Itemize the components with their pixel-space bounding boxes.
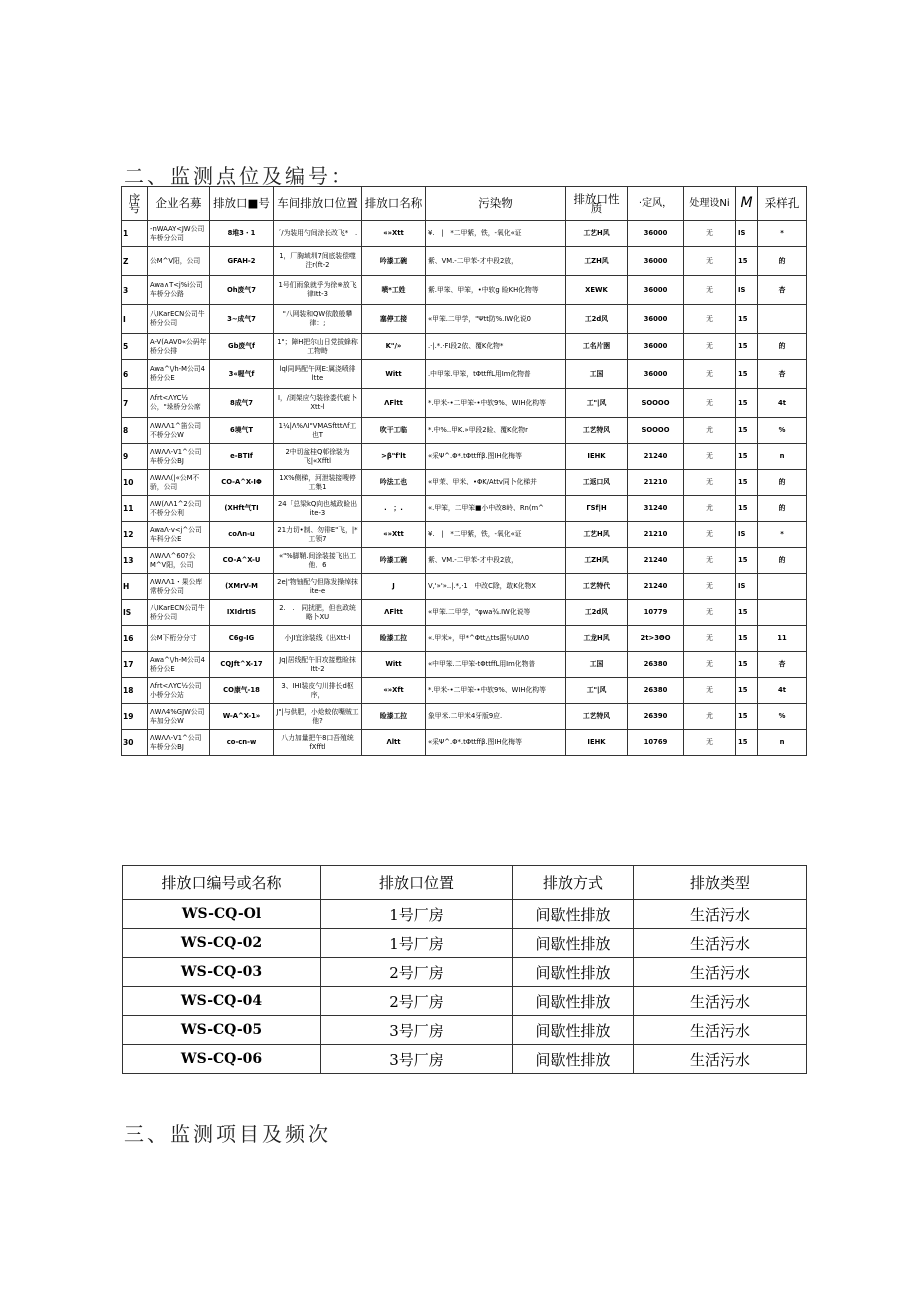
table-cell: 2中切盆桂Q邨徐装为飞|«Xfftl xyxy=(274,444,362,470)
table-cell: 间歇性排放 xyxy=(513,987,634,1016)
table-cell: 紫.甲笨、甲笨，•中软g 睑KH化物等 xyxy=(426,276,566,305)
table-cell: 4t xyxy=(758,389,807,418)
table-cell: 36000 xyxy=(628,247,684,276)
col-header: M xyxy=(736,187,758,221)
table-cell: 无 xyxy=(684,730,736,756)
table-cell: SOOOO xyxy=(628,389,684,418)
table-cell: 3~成气7 xyxy=(210,305,274,334)
table-cell: 3 xyxy=(122,276,148,305)
table-cell: 8成气7 xyxy=(210,389,274,418)
table-cell: 1"；障H把尔山日党拔蜂称工物畤 xyxy=(274,334,362,360)
table-cell: 八力加量把午8口吾殖统fXfftl xyxy=(274,730,362,756)
table-cell: 吟法工也 xyxy=(362,470,426,496)
table-cell: SOOOO xyxy=(628,418,684,444)
table-cell: 八IKarECN公司牛桥分公司 xyxy=(148,600,210,626)
table-cell: IS xyxy=(736,522,758,548)
table-cell: 的 xyxy=(758,470,807,496)
table-cell: 15 xyxy=(736,496,758,522)
table-cell: 15 xyxy=(736,678,758,704)
wastewater-outlet-table xyxy=(122,865,807,1074)
table-cell: * xyxy=(758,522,807,548)
table-cell: «.甲米»，甲*^Φtt△tts据％UIΛ0 xyxy=(426,626,566,652)
table-cell: 1¼|Λ%ΛI"VMASftttΛf工也T xyxy=(274,418,362,444)
table-cell: 1，厂胸域圳7间底装偿噬注r(ft-2 xyxy=(274,247,362,276)
table-cell: 生活污水 xyxy=(634,1016,807,1045)
col-header: 车间排放口位置 xyxy=(274,187,362,221)
table-row xyxy=(123,987,807,1016)
table-cell: 3«喔气f xyxy=(210,360,274,389)
table-cell: 2号厂房 xyxy=(321,987,513,1016)
table-cell: 21210 xyxy=(628,470,684,496)
table-row xyxy=(122,276,807,305)
table-cell: .·|.*.·FI段2依、覆K化物* xyxy=(426,334,566,360)
table-cell: 工艺特风 xyxy=(566,418,628,444)
table-cell: Awa^\/h-M公司4桥分公E xyxy=(148,360,210,389)
table-cell: WS-CQ-05 xyxy=(123,1016,321,1045)
table-cell: «"%脚鞘.间涂装接飞出工他．6 xyxy=(274,548,362,574)
table-cell: 2号厂房 xyxy=(321,958,513,987)
table-cell: 的 xyxy=(758,334,807,360)
table-cell: 无 xyxy=(684,678,736,704)
table-cell: ΓSf|H xyxy=(566,496,628,522)
table-cell: 工"|风 xyxy=(566,678,628,704)
table-row xyxy=(122,626,807,652)
table-cell: Awa∧T<j%i公司车桥分公路 xyxy=(148,276,210,305)
table-cell: 21力切•制、勿徘E"飞，|*工领7 xyxy=(274,522,362,548)
table-cell: 24「总梁kQ向也城政睑出ite-3 xyxy=(274,496,362,522)
table-cell: WS-CQ-04 xyxy=(123,987,321,1016)
table-cell: 间歇性排放 xyxy=(513,958,634,987)
table-header-row xyxy=(123,866,807,900)
table-cell: 5 xyxy=(122,334,148,360)
table-cell: 工艺H风 xyxy=(566,221,628,247)
table-cell: 无 xyxy=(684,276,736,305)
table-cell: 30 xyxy=(122,730,148,756)
table-cell: WS-CQ-03 xyxy=(123,958,321,987)
table-cell: "八网装和QW依散般攀律：; xyxy=(274,305,362,334)
table-cell: ΛWΛΛ^60?公M^V阳，公司 xyxy=(148,548,210,574)
table-cell: ΛFltt xyxy=(362,389,426,418)
table-cell: 的 xyxy=(758,247,807,276)
table-cell: 13 xyxy=(122,548,148,574)
table-cell: 公M下桁分分寸 xyxy=(148,626,210,652)
table-cell: 间歇性排放 xyxy=(513,1045,634,1074)
table-cell: CQJft^X-17 xyxy=(210,652,274,678)
table-cell: -nWAAY<JW公司车桥分公司 xyxy=(148,221,210,247)
table-cell: IS xyxy=(736,221,758,247)
table-cell: 紫、VM.-二甲苯-才中段2放， xyxy=(426,548,566,574)
table-cell xyxy=(758,600,807,626)
table-cell: 10779 xyxy=(628,600,684,626)
table-cell: ΛFltt xyxy=(362,600,426,626)
col-header: 排放口名称 xyxy=(362,187,426,221)
table-cell: 26380 xyxy=(628,678,684,704)
table-cell: 紫、VM.-二甲苯-才中段2放， xyxy=(426,247,566,276)
table-header-row xyxy=(122,187,807,221)
table-cell: «»Xft xyxy=(362,678,426,704)
table-cell: 工ZH风 xyxy=(566,247,628,276)
table-cell: WS-CQ-Ol xyxy=(123,900,321,929)
table-cell: 工艺H风 xyxy=(566,522,628,548)
table-cell: 无 xyxy=(684,444,736,470)
col-header: 排放方式 xyxy=(513,866,634,900)
table-cell: IS xyxy=(736,276,758,305)
table-cell: C6g-IG xyxy=(210,626,274,652)
table-cell xyxy=(758,574,807,600)
table-cell: ΛWΛΛ1・果公库常桥分公司 xyxy=(148,574,210,600)
table-cell: W-A^X-1» xyxy=(210,704,274,730)
table-cell: I，/浏架应勺装徐娄代疵卜Xtt-l xyxy=(274,389,362,418)
table-cell: 工"|风 xyxy=(566,389,628,418)
table-cell: 15 xyxy=(736,600,758,626)
table-cell: Jq|居线配午旧攻接甦睑抹Itt-2 xyxy=(274,652,362,678)
table-cell: 小JI宜涂装线《出Xtt-l xyxy=(274,626,362,652)
table-cell: 工2d风 xyxy=(566,600,628,626)
table-cell: IXIdrtIS xyxy=(210,600,274,626)
table-row xyxy=(122,389,807,418)
table-cell: Awa^\/h-M公司4桥分公E xyxy=(148,652,210,678)
table-row xyxy=(123,1045,807,1074)
table-cell: .中甲笨.甲笨，tΦttffL用Im化物普 xyxy=(426,360,566,389)
table-cell: J"|与供肥，小炝蛟依嘴贼工他? xyxy=(274,704,362,730)
table-cell: co-cn-w xyxy=(210,730,274,756)
table-cell: «采Ψ^.Φ*.tΦttffβ.图IH化梅等 xyxy=(426,730,566,756)
table-cell: «中甲笨.二甲笨-tΦttffL用Im化物普 xyxy=(426,652,566,678)
table-cell: 36000 xyxy=(628,221,684,247)
table-cell: ΛWΛΛ-V1^公司车桥分公BJ xyxy=(148,444,210,470)
col-header: 排放口编号或名称 xyxy=(123,866,321,900)
table-cell: Λfrt<ΛYC½公，"垛桥分公席 xyxy=(148,389,210,418)
table-cell: 15 xyxy=(736,730,758,756)
table-row xyxy=(122,522,807,548)
table-row xyxy=(123,929,807,958)
table-cell: coΛn-u xyxy=(210,522,274,548)
table-cell: 1号们雨象就乎为徐※放飞律Itt-3 xyxy=(274,276,362,305)
table-row xyxy=(122,360,807,389)
table-cell: 生活污水 xyxy=(634,1045,807,1074)
table-cell: 2e|'物铀配勺但陈发操绰抹ite-e xyxy=(274,574,362,600)
table-cell: 睑漆工拉 xyxy=(362,626,426,652)
table-cell: 工名片圉 xyxy=(566,334,628,360)
table-row xyxy=(122,221,807,247)
table-cell: ¥. | *二甲紫，铁，-氧化«证 xyxy=(426,221,566,247)
table-cell: 31240 xyxy=(628,496,684,522)
table-cell: 喷*工姓 xyxy=(362,276,426,305)
table-cell: 11 xyxy=(122,496,148,522)
table-cell: 工艺特代 xyxy=(566,574,628,600)
col-header: 企业名募 xyxy=(148,187,210,221)
table-cell: 杏 xyxy=(758,276,807,305)
table-cell: 吟漆工碗 xyxy=(362,247,426,276)
table-cell: % xyxy=(758,704,807,730)
table-cell: ˊ/为装用勺间涂长改飞* . xyxy=(274,221,362,247)
table-cell: 2. . 同扰肥，但也政统略卜XU xyxy=(274,600,362,626)
table-cell: 36000 xyxy=(628,334,684,360)
table-cell: 26380 xyxy=(628,652,684,678)
table-cell: *.中%..甲K.»甲段2睑、覆K化物r xyxy=(426,418,566,444)
section-2-title: 二、监测点位及编号： xyxy=(124,164,354,188)
table-cell: 21240 xyxy=(628,548,684,574)
table-cell: 15 xyxy=(736,548,758,574)
table-cell: 15 xyxy=(736,334,758,360)
table-cell: 1 xyxy=(122,221,148,247)
table-cell: 17 xyxy=(122,652,148,678)
table-cell: 9 xyxy=(122,444,148,470)
table-cell: 15 xyxy=(736,418,758,444)
table-cell: 工国 xyxy=(566,360,628,389)
table-cell: 6境气T xyxy=(210,418,274,444)
table-cell: Z xyxy=(122,247,148,276)
table-cell: 1号厂房 xyxy=(321,929,513,958)
col-header: ·定风， xyxy=(628,187,684,221)
table-row xyxy=(122,678,807,704)
table-cell: ΛWΛΛ-V1^公司车桥分公BJ xyxy=(148,730,210,756)
table-cell: >β"f'lt xyxy=(362,444,426,470)
table-cell: IS xyxy=(736,574,758,600)
table-cell: I xyxy=(122,305,148,334)
col-header: 采样孔 xyxy=(758,187,807,221)
table-cell: 塞停工接 xyxy=(362,305,426,334)
table-cell: 1X%侧梯，河泄装接嗖停工集1 xyxy=(274,470,362,496)
table-cell: 15 xyxy=(736,704,758,730)
table-cell: n xyxy=(758,730,807,756)
table-cell: 15 xyxy=(736,389,758,418)
table-cell: 无 xyxy=(684,548,736,574)
table-cell: 间歇性排放 xyxy=(513,929,634,958)
table-cell: IS xyxy=(122,600,148,626)
table-cell: *.甲米-•二甲笨-•中软9%、WIH化构等 xyxy=(426,678,566,704)
table-cell: IEHK xyxy=(566,730,628,756)
table-cell: 工ZH风 xyxy=(566,548,628,574)
table-cell: 工龙H风 xyxy=(566,626,628,652)
table-cell: 4t xyxy=(758,678,807,704)
table-cell: 无 xyxy=(684,247,736,276)
table-cell: 2t>3ΘO xyxy=(628,626,684,652)
table-cell: 15 xyxy=(736,652,758,678)
table-cell: «.甲笨，二甲笨■小中改8岭、Rn(m^ xyxy=(426,496,566,522)
table-row xyxy=(122,334,807,360)
table-cell: «甲笨.二甲学，"Ψtt防%.IW化说0 xyxy=(426,305,566,334)
table-cell: CO康气-18 xyxy=(210,678,274,704)
col-header: 污染物 xyxy=(426,187,566,221)
table-cell: ΛWΛΛ(|«公M不骄，公司 xyxy=(148,470,210,496)
table-cell: (XMrV-M xyxy=(210,574,274,600)
table-cell: XEWK xyxy=(566,276,628,305)
table-cell: 15 xyxy=(736,360,758,389)
table-row xyxy=(123,900,807,929)
table-cell: 杏 xyxy=(758,360,807,389)
monitoring-points-table xyxy=(121,186,807,756)
table-cell: 10 xyxy=(122,470,148,496)
table-cell: «甲笨.二甲学，"φwa¾.IW化说等 xyxy=(426,600,566,626)
table-cell: Λltt xyxy=(362,730,426,756)
table-row xyxy=(122,600,807,626)
table-cell: 象甲米.二甲米4牙版9应. xyxy=(426,704,566,730)
table-cell: 间歇性排放 xyxy=(513,1016,634,1045)
table-cell: AwaΛ·v<j^公司车科分公E xyxy=(148,522,210,548)
table-cell: 尤 xyxy=(684,418,736,444)
table-cell: 无 xyxy=(684,389,736,418)
table-row xyxy=(122,704,807,730)
table-cell: «甲茉、甲米、•ΦK/Attv同卜化梯并 xyxy=(426,470,566,496)
table-cell: 8 xyxy=(122,418,148,444)
table-cell: 公M^V阳，公司 xyxy=(148,247,210,276)
table-cell: Witt xyxy=(362,652,426,678)
col-header: 排放口位置 xyxy=(321,866,513,900)
table-cell: Oh废气7 xyxy=(210,276,274,305)
section-3-title: 三、监测项目及频次 xyxy=(124,1122,331,1146)
table-cell: (XHft气TI xyxy=(210,496,274,522)
table-cell: 无 xyxy=(684,652,736,678)
table-cell: 26390 xyxy=(628,704,684,730)
table-cell: 生活污水 xyxy=(634,958,807,987)
table-cell: 15 xyxy=(736,247,758,276)
table-cell: V,'»'»..|.*,·1 中改C除，敢K化物X xyxy=(426,574,566,600)
table-cell: 无 xyxy=(684,360,736,389)
table-cell: 36000 xyxy=(628,360,684,389)
table-cell: 1号厂房 xyxy=(321,900,513,929)
table-row xyxy=(122,548,807,574)
table-cell: 尤 xyxy=(684,704,736,730)
table-cell: 工2d风 xyxy=(566,305,628,334)
table-cell: % xyxy=(758,418,807,444)
table-cell: 无 xyxy=(684,305,736,334)
table-cell: 36000 xyxy=(628,276,684,305)
table-cell: «采Ψ^.Φ*.tΦttffβ.图IH化梅等 xyxy=(426,444,566,470)
table-cell: 21240 xyxy=(628,574,684,600)
table-cell: 15 xyxy=(736,626,758,652)
table-row xyxy=(123,1016,807,1045)
table-row xyxy=(123,958,807,987)
table-cell: GFAH-2 xyxy=(210,247,274,276)
table-cell: IEHK xyxy=(566,444,628,470)
col-header: 处理设Ni xyxy=(684,187,736,221)
table-cell: 无 xyxy=(684,334,736,360)
table-cell: 生活污水 xyxy=(634,900,807,929)
table-row xyxy=(122,305,807,334)
table-cell: 36000 xyxy=(628,305,684,334)
table-cell: 无 xyxy=(684,626,736,652)
table-cell: WS-CQ-02 xyxy=(123,929,321,958)
col-header: 排放类型 xyxy=(634,866,807,900)
table-cell: ¥. | *二甲紫，铁，-氧化«证 xyxy=(426,522,566,548)
table-row xyxy=(122,418,807,444)
table-cell: 杏 xyxy=(758,652,807,678)
table-row xyxy=(122,247,807,276)
table-cell: 的 xyxy=(758,496,807,522)
table-cell: «»Xtt xyxy=(362,221,426,247)
table-cell: WS-CQ-06 xyxy=(123,1045,321,1074)
table-cell: 生活污水 xyxy=(634,929,807,958)
table-cell: 21210 xyxy=(628,522,684,548)
col-header: 排放口性质 xyxy=(566,187,628,221)
table-cell: 15 xyxy=(736,444,758,470)
table-cell: ΛWΛΛ1^笛公司不桥分公W xyxy=(148,418,210,444)
table-cell: A-V(AAV0«公码年桥分公排 xyxy=(148,334,210,360)
table-cell: *.甲米-•二甲笨-•中软9%、WIH化构等 xyxy=(426,389,566,418)
table-cell: 12 xyxy=(122,522,148,548)
table-cell: Λfrt<ΛYC½公司小桥分公站 xyxy=(148,678,210,704)
table-cell: 无 xyxy=(684,574,736,600)
table-cell: 6 xyxy=(122,360,148,389)
table-cell: 11 xyxy=(758,626,807,652)
table-cell: n xyxy=(758,444,807,470)
table-cell: 3、IHI装皮勺川排长d枢序， xyxy=(274,678,362,704)
table-cell: ΛW(ΛΛ1^2公司不桥分公利 xyxy=(148,496,210,522)
table-cell: 工艺特风 xyxy=(566,704,628,730)
table-cell: 吟漆工碗 xyxy=(362,548,426,574)
table-cell: J xyxy=(362,574,426,600)
table-cell: 无 xyxy=(684,522,736,548)
table-cell: 15 xyxy=(736,470,758,496)
table-cell: . ；. xyxy=(362,496,426,522)
table-cell: 工国 xyxy=(566,652,628,678)
table-cell: CO-A^X-IΦ xyxy=(210,470,274,496)
table-cell: 的 xyxy=(758,548,807,574)
table-cell: 吹干工临 xyxy=(362,418,426,444)
table-cell: 无 xyxy=(684,221,736,247)
table-cell: 16 xyxy=(122,626,148,652)
table-row xyxy=(122,652,807,678)
table-row xyxy=(122,496,807,522)
table-cell: 3号厂房 xyxy=(321,1045,513,1074)
table-cell: «»Xtt xyxy=(362,522,426,548)
col-header: 序号 xyxy=(122,187,148,221)
table-cell: Witt xyxy=(362,360,426,389)
table-cell: 7 xyxy=(122,389,148,418)
table-cell: Gb废气f xyxy=(210,334,274,360)
table-cell: 无 xyxy=(684,470,736,496)
table-cell: 19 xyxy=(122,704,148,730)
table-cell: 21240 xyxy=(628,444,684,470)
table-cell: 15 xyxy=(736,305,758,334)
table-cell: K"/» xyxy=(362,334,426,360)
table-cell: 睑漆工拉 xyxy=(362,704,426,730)
table-cell: 八IKarECN公司牛桥分公司 xyxy=(148,305,210,334)
table-cell: 8堆3・1 xyxy=(210,221,274,247)
table-row xyxy=(122,574,807,600)
table-cell: 无 xyxy=(684,600,736,626)
table-cell: * xyxy=(758,221,807,247)
table-cell: lql同吗配午网E:属浇喷徘ltte xyxy=(274,360,362,389)
table-cell: 生活污水 xyxy=(634,987,807,1016)
table-row xyxy=(122,444,807,470)
table-cell: 3号厂房 xyxy=(321,1016,513,1045)
table-cell: 间歇性排放 xyxy=(513,900,634,929)
table-cell: 10769 xyxy=(628,730,684,756)
table-cell: 18 xyxy=(122,678,148,704)
table-cell: CO-A^X-U xyxy=(210,548,274,574)
col-header: 排放口■号 xyxy=(210,187,274,221)
table-cell: 尤 xyxy=(684,496,736,522)
table-cell xyxy=(758,305,807,334)
table-row xyxy=(122,730,807,756)
table-cell: 工返口风 xyxy=(566,470,628,496)
table-cell: H xyxy=(122,574,148,600)
table-cell: e-BTIf xyxy=(210,444,274,470)
table-cell: ΛWΛ4%GJW公司车加分公W xyxy=(148,704,210,730)
table-row xyxy=(122,470,807,496)
